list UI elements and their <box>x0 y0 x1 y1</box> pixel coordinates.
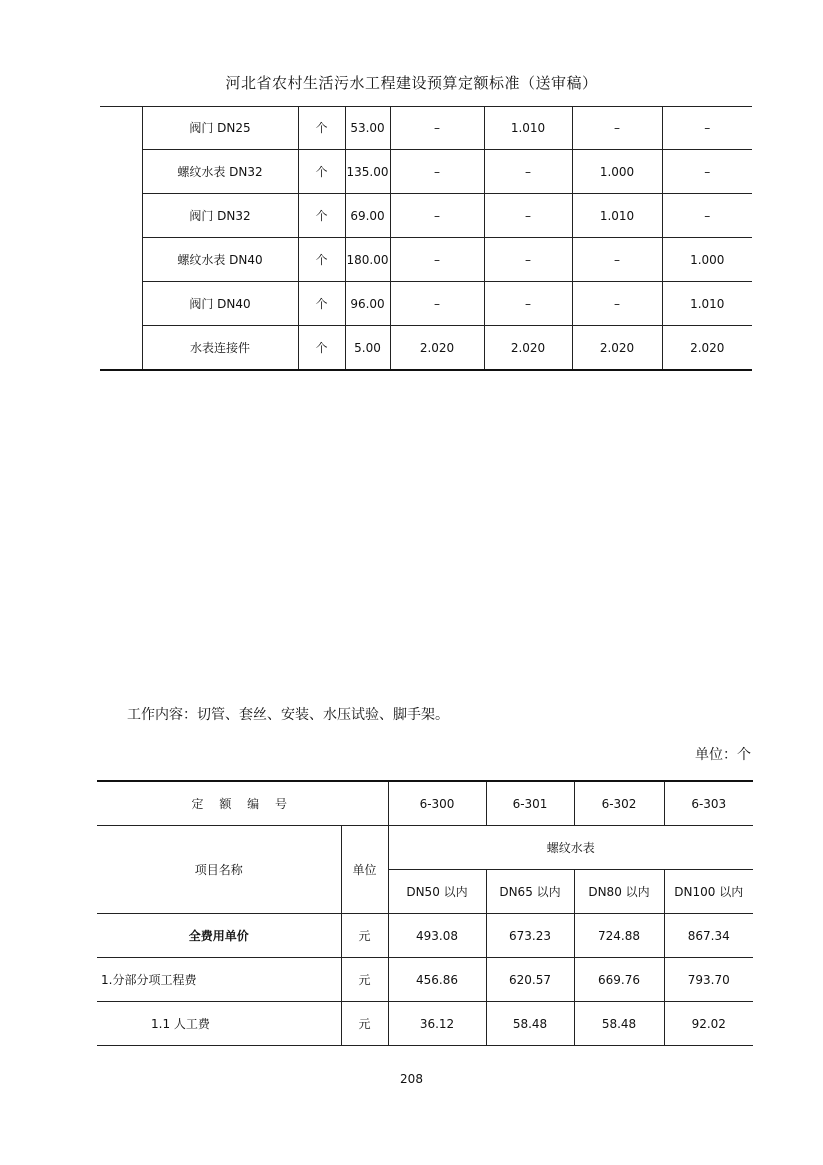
page-header-title: 河北省农村生活污水工程建设预算定额标准（送审稿） <box>225 74 598 92</box>
material-price: 53.00 <box>345 106 390 150</box>
table-row <box>100 150 752 194</box>
table-row <box>97 914 753 958</box>
page-number: 208 <box>400 1072 423 1086</box>
material-quantity: – <box>662 150 752 194</box>
row-value: 58.48 <box>574 1002 664 1046</box>
row-unit: 元 <box>341 958 388 1002</box>
material-unit: 个 <box>298 282 345 326</box>
spec-header: DN80 以内 <box>574 870 664 914</box>
blank-cell <box>100 238 142 282</box>
row-label: 1.1 人工费 <box>97 1002 341 1046</box>
material-name: 螺纹水表 DN40 <box>142 238 298 282</box>
row-label: 全费用单价 <box>97 914 341 958</box>
quota-code: 6-302 <box>574 781 664 826</box>
row-value: 724.88 <box>574 914 664 958</box>
table-row <box>97 1002 753 1046</box>
material-quantity: – <box>390 106 484 150</box>
spec-header: DN65 以内 <box>486 870 574 914</box>
row-unit: 元 <box>341 1002 388 1046</box>
material-name: 阀门 DN25 <box>142 106 298 150</box>
material-quantity: – <box>390 238 484 282</box>
material-quantity: – <box>572 238 662 282</box>
material-price: 5.00 <box>345 326 390 371</box>
material-quantity: – <box>662 106 752 150</box>
material-price: 180.00 <box>345 238 390 282</box>
quota-code: 6-300 <box>388 781 486 826</box>
unit-header: 单位 <box>341 826 388 914</box>
material-quantity: – <box>390 150 484 194</box>
material-quantity: – <box>572 282 662 326</box>
material-quantity: – <box>572 106 662 150</box>
quota-table <box>97 780 753 1046</box>
material-price: 135.00 <box>345 150 390 194</box>
unit-label: 单位：个 <box>695 747 751 763</box>
material-name: 水表连接件 <box>142 326 298 371</box>
row-value: 36.12 <box>388 1002 486 1046</box>
material-quantity: – <box>484 282 572 326</box>
material-quantity: 1.000 <box>662 238 752 282</box>
material-quantity: 2.020 <box>662 326 752 371</box>
material-unit: 个 <box>298 106 345 150</box>
item-name-header: 项目名称 <box>97 826 341 914</box>
group-header: 螺纹水表 <box>388 826 753 870</box>
blank-cell <box>100 106 142 150</box>
spec-header: DN50 以内 <box>388 870 486 914</box>
material-quantity: – <box>390 194 484 238</box>
material-quantity: 1.010 <box>572 194 662 238</box>
material-name: 阀门 DN32 <box>142 194 298 238</box>
material-unit: 个 <box>298 238 345 282</box>
row-label: 1.分部分项工程费 <box>97 958 341 1002</box>
material-quantity: – <box>484 238 572 282</box>
blank-cell <box>100 282 142 326</box>
material-unit: 个 <box>298 326 345 371</box>
material-quantity: 2.020 <box>572 326 662 371</box>
row-value: 793.70 <box>664 958 753 1002</box>
row-value: 673.23 <box>486 914 574 958</box>
quota-code: 6-303 <box>664 781 753 826</box>
table-row <box>97 958 753 1002</box>
material-quantity: – <box>484 194 572 238</box>
row-value: 58.48 <box>486 1002 574 1046</box>
row-value: 456.86 <box>388 958 486 1002</box>
material-quantity: – <box>484 150 572 194</box>
material-unit: 个 <box>298 194 345 238</box>
row-value: 867.34 <box>664 914 753 958</box>
table-row <box>100 194 752 238</box>
row-value: 620.57 <box>486 958 574 1002</box>
spec-header: DN100 以内 <box>664 870 753 914</box>
material-price: 69.00 <box>345 194 390 238</box>
material-quantity: 1.000 <box>572 150 662 194</box>
table-row <box>100 326 752 371</box>
row-unit: 元 <box>341 914 388 958</box>
row-value: 92.02 <box>664 1002 753 1046</box>
row-value: 669.76 <box>574 958 664 1002</box>
table-row <box>100 282 752 326</box>
material-quantity: 2.020 <box>390 326 484 371</box>
material-unit: 个 <box>298 150 345 194</box>
quota-code-label: 定 额 编 号 <box>97 781 388 826</box>
material-quantity: – <box>662 194 752 238</box>
material-table <box>100 106 752 371</box>
quota-code-row <box>97 781 753 826</box>
table-row <box>100 106 752 150</box>
quota-code: 6-301 <box>486 781 574 826</box>
table-row <box>100 238 752 282</box>
material-name: 螺纹水表 DN32 <box>142 150 298 194</box>
material-quantity: 1.010 <box>662 282 752 326</box>
material-quantity: – <box>390 282 484 326</box>
material-price: 96.00 <box>345 282 390 326</box>
blank-cell <box>100 150 142 194</box>
blank-cell <box>100 194 142 238</box>
group-row <box>97 826 753 870</box>
material-quantity: 2.020 <box>484 326 572 371</box>
row-value: 493.08 <box>388 914 486 958</box>
blank-cell <box>100 326 142 371</box>
material-name: 阀门 DN40 <box>142 282 298 326</box>
material-quantity: 1.010 <box>484 106 572 150</box>
work-content: 工作内容：切管、套丝、安装、水压试验、脚手架。 <box>127 707 449 723</box>
